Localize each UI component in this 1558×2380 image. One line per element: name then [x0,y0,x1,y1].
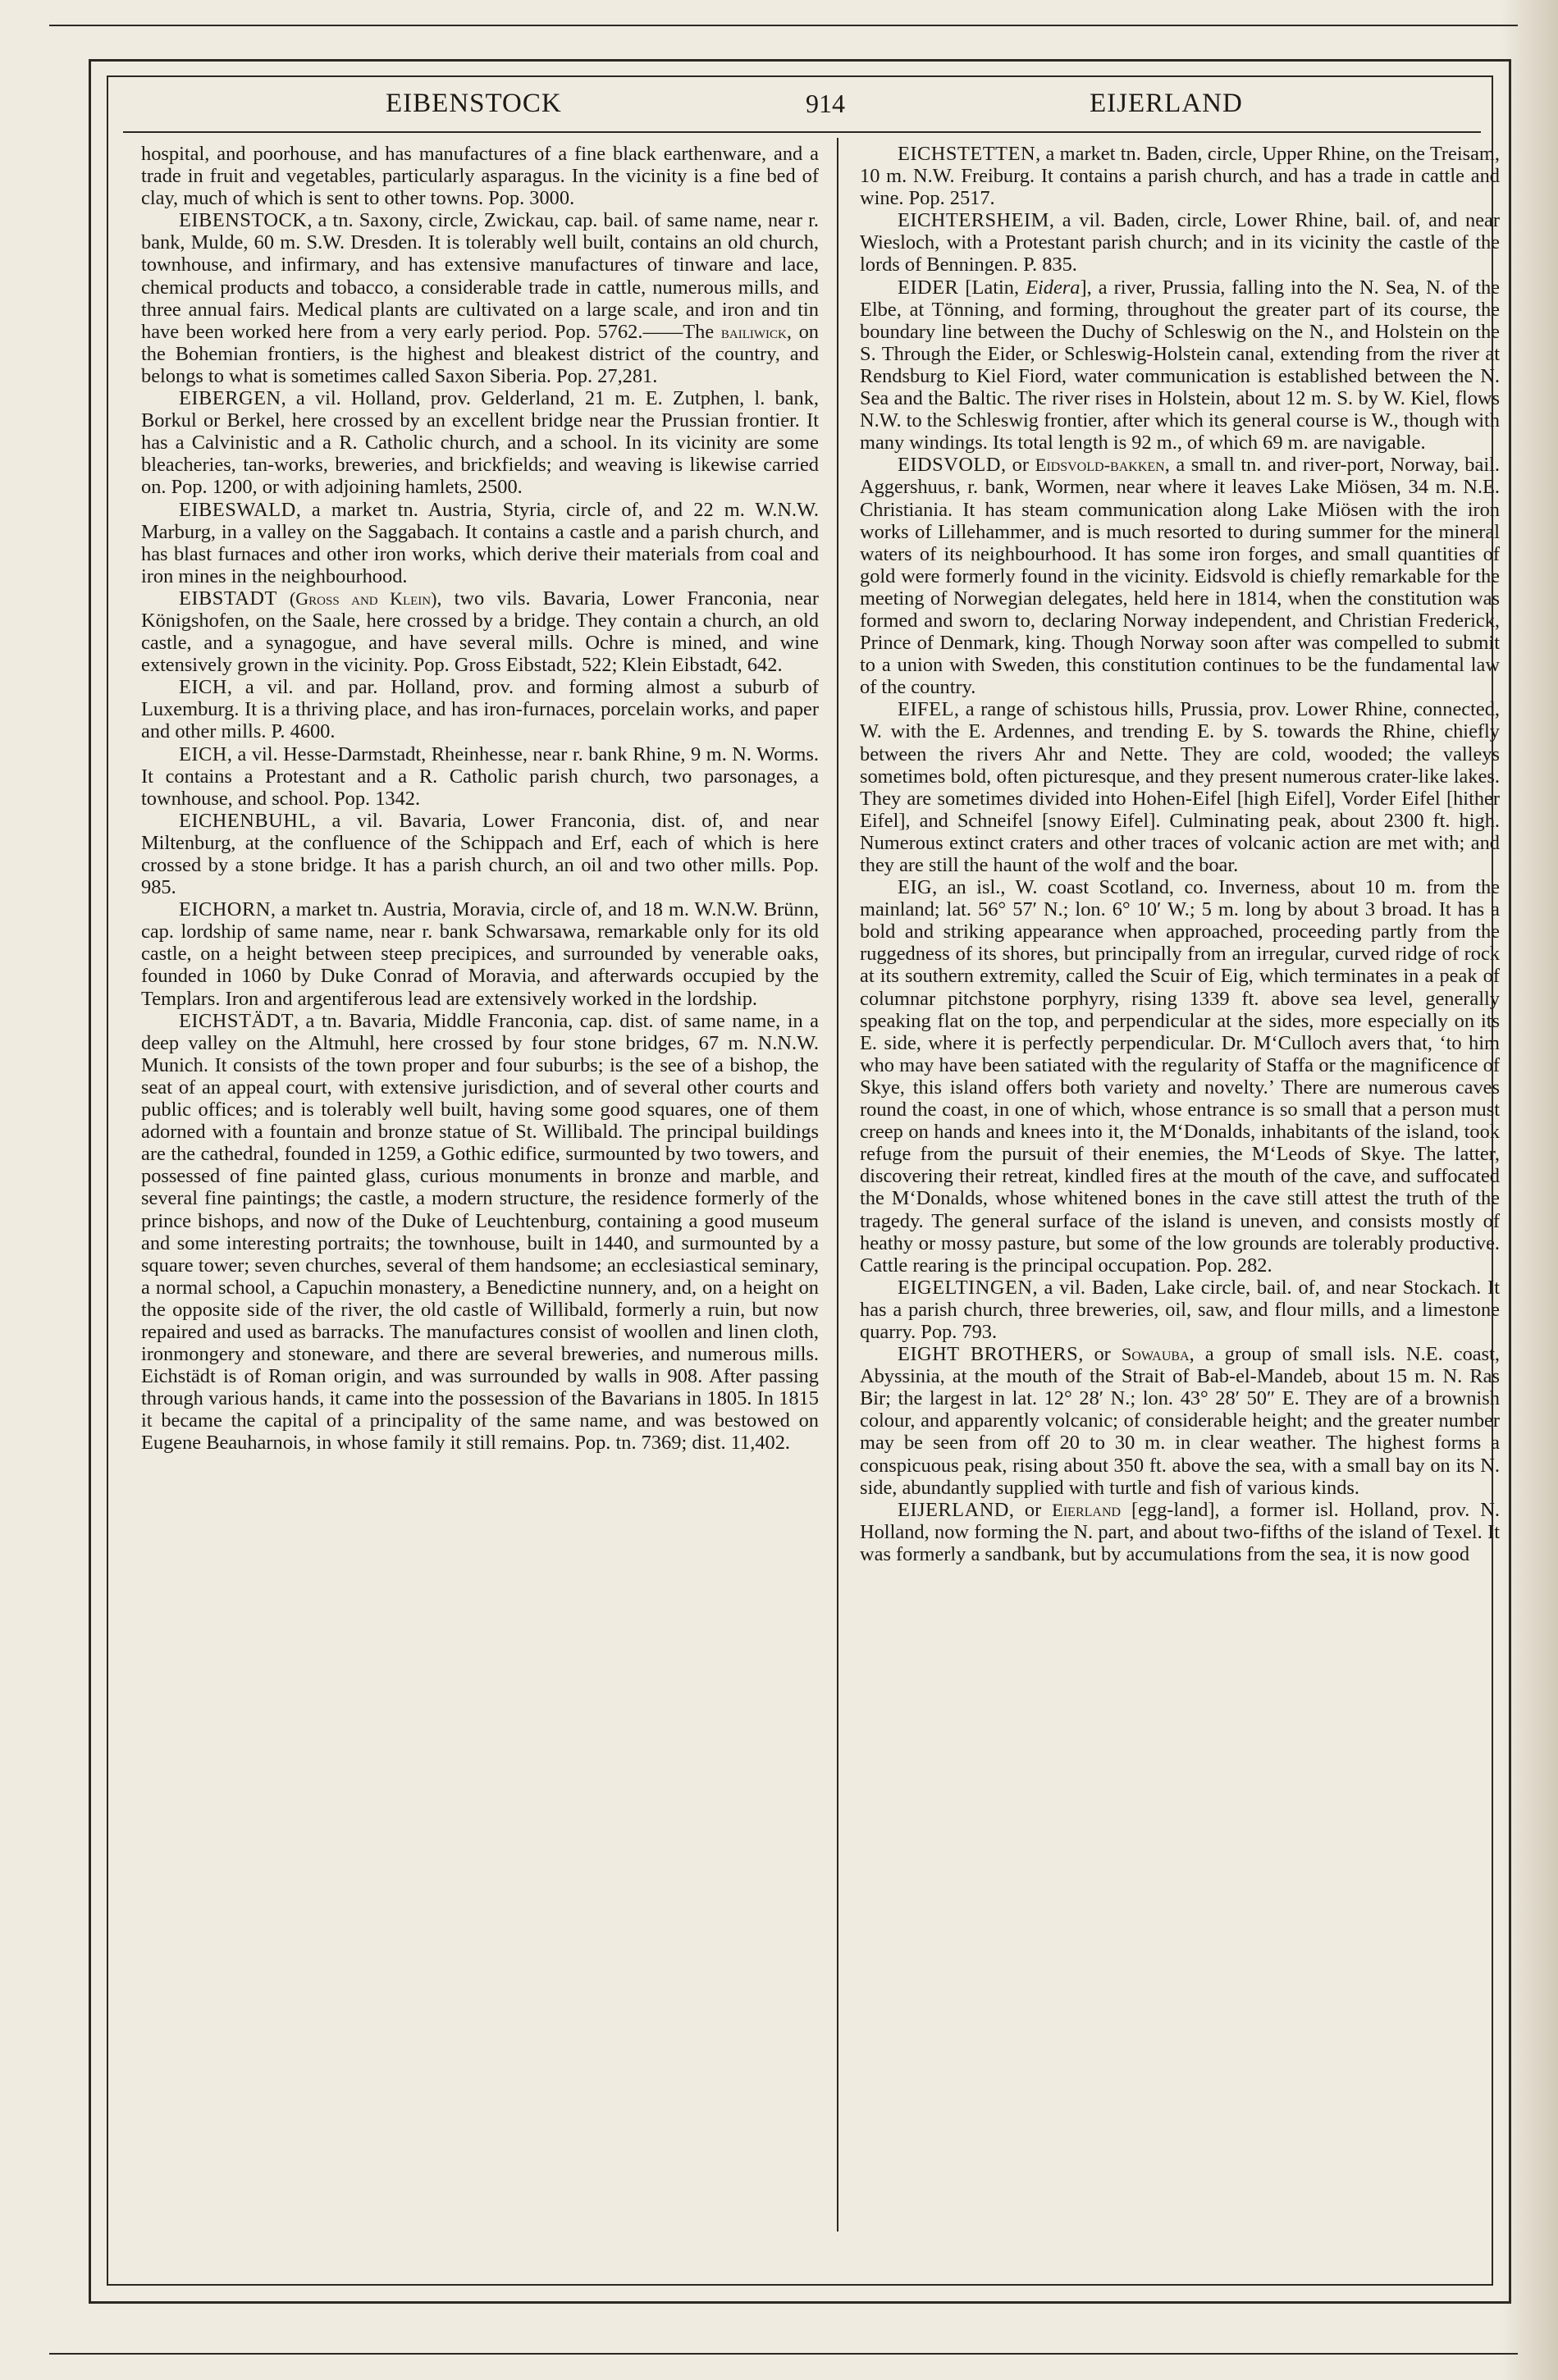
entry-text: , an isl., W. coast Scotland, co. Inverness, about 10 m. from the mainland; lat. 56° 57′ N.; lon. 6° 10′ W.; 5 m. long by about 3 broad. It has a bold and striking appearance when approached, proceeding partly from the ruggedness of its shores, but principally from an irregular, curved ridge of rock at its southern extremity, called the Scuir of Eig, which terminates in a peak of columnar pitchstone porphyry, rising 1339 ft. above sea level, generally speaking flat on the top, and perpendicular at the sides, more especially on its E. side, where it is perfectly perpendicular. Dr. M‘Culloch avers that, ‘to him who may have been satiated with the regularity of Staffa or the magnificence of Skye, this island offers both variety and novelty.’ There are numerous caves round the coast, in one of which, whose entrance is so small that a person must creep on hands and knees into it, the M‘Donalds, inhabitants of the island, took refuge from the pursuit of their enemies, the M‘Leods of Skye. The latter, discovering their retreat, kindled fires at the mouth of the cave, and suffocated the M‘Donalds, whose whitened bones in the cave still attest the truth of the tragedy. The general surface of the island is uneven, and consists mostly of heathy or mossy pasture, but some of the low grounds are tolerably productive. Cattle rearing is the principal occupation. Pop. 282. [860,876,1500,1277]
entry-text: , on the Bohemian frontiers, is the highest and bleakest district of the country, and belongs to what is sometimes called Saxon Siberia. Pop. 27,281. [141,320,819,387]
entry-eichstetten [860,143,1500,209]
entry-eibenstock [141,209,819,387]
entry-text: , a market tn. Baden, circle, Upper Rhine, on the Treisam, 10 m. N.W. Freiburg. It contains a parish church, and has a trade in cattle and wine. Pop. 2517. [860,143,1500,210]
entry-eibstadt [141,587,819,676]
page-edge-shadow [1501,0,1558,2380]
entry-headword: EICHSTÄDT [179,1009,294,1032]
entry-text: , a vil. Hesse-Darmstadt, Rheinhesse, near r. bank Rhine, 9 m. N. Worms. It contains a Protestant and a R. Catholic parish church, two parsonages, a townhouse, and school. Pop. 1342. [141,742,819,810]
running-header [123,89,1477,126]
entry-headword: EIBSTADT [179,587,277,610]
entry-text: , a market tn. Austria, Styria, circle of, and 22 m. W.N.W. Marburg, in a valley on the Saggabach. It contains a castle and a parish church, and has blast furnaces and other iron works, which derive their materials from coal and iron mines in the neighbourhood. [141,498,819,587]
entry-eidsvold [860,454,1500,698]
entry-text: , a range of schistous hills, Prussia, prov. Lower Rhine, connected, W. with the E. Ardennes, and trending E. by S. towards the Rhine, chiefly between the rivers Ahr and Nette. They are cold, wooded; the valleys sometimes bold, often picturesque, and they present numerous crater-like lakes. They are sometimes divided into Hohen-Eifel [high Eifel], Vorder Eifel [hither Eifel], and Schneifel [snowy Eifel]. Culminating peak, about 2300 ft. high. Numerous extinct craters and other traces of volcanic action are met with; and they are still the haunt of the wolf and the boar. [860,698,1500,876]
entry-text: , a vil. and par. Holland, prov. and forming almost a suburb of Luxemburg. It is a thriving place, and has iron-furnaces, porcelain works, and paper and other mills. P. 4600. [141,676,819,743]
entry-text: , two vils. Bavaria, Lower Franconia, near Königshofen, on the Saale, here crossed by a bridge. They contain a church, an old castle, and a synagogue, and have several mills. Ochre is mined, and wine extensively grown in the vicinity. Pop. Gross Eibstadt, 522; Klein Eibstadt, 642. [141,587,819,677]
entry-headword: EIDER [898,276,959,299]
entry-text: , a vil. Holland, prov. Gelderland, 21 m. E. Zutphen, l. bank, Borkul or Berkel, here crossed by an excellent bridge near the Prussian frontier. It has a Calvinistic and a R. Catholic church, and a school. In its vicinity are some bleacheries, tan-works, breweries, and brickfields; and weaving is likewise carried on. Pop. 1200, or with adjoining hamlets, 2500. [141,387,819,499]
entry-headword: EIGHT BROTHERS [898,1343,1079,1366]
entry-eichorn [141,898,819,1009]
entry-eichtersheim [860,209,1500,276]
entry-headword: EIBENSTOCK [179,209,308,232]
page-number: 914 [806,89,845,118]
top-rule [49,25,1518,26]
entry-headword: EIBESWALD [179,498,296,521]
entry-headword: EICH [179,676,227,699]
entry-headword: EICHTERSHEIM [898,209,1049,232]
entry-headword: EIBERGEN [179,387,281,410]
entry-text: , or [1078,1343,1122,1366]
entry-text: , a market tn. Austria, Moravia, circle of, and 18 m. W.N.W. Brünn, cap. lordship of same name, near r. bank Schwarsawa, remarkable only for its old castle, on a height between steep precipices, and surrounded by venerable oaks, founded in 1060 by Duke Conrad of Moravia, and afterwards occupied by the Templars. Iron and argentiferous lead are extensively worked in the lordship. [141,898,819,1010]
entry-text: , or [1008,1498,1053,1521]
entry-headword: EIGELTINGEN [898,1276,1033,1299]
entry-headword: EIG [898,876,933,899]
entry-smallcaps: Eidsvold-bakken [1035,455,1165,476]
entry-text: , a group of small isls. N.E. coast, Abyssinia, at the mouth of the Strait of Bab-el-Mandeb, about 15 m. N. Ras Bir; the largest in lat. 12° 28′ N.; lon. 43° 28′ 50″ E. They are of a brownish colour, and apparently volcanic; of considerable height; and the greater number may be seen from off 20 to 30 m. in clear weather. The highest forms a conspicuous peak, rising about 350 ft. above the sea, with a small bay on its N. side, abundantly supplied with turtle and fish of various kinds. [860,1343,1500,1499]
entry-text: , a vil. Baden, Lake circle, bail. of, and near Stockach. It has a parish church, three breweries, oil, saw, and flour mills, and a limestone quarry. Pop. 793. [860,1276,1500,1343]
entry-smallcaps: (Gross and Klein) [290,587,437,609]
entry-text: , a vil. Baden, circle, Lower Rhine, bail. of, and near Wiesloch, with a Protestant parish church; and in its vicinity the castle of the lords of Benningen. P. 835. [860,209,1500,276]
bottom-rule [49,2353,1518,2355]
entry-headword: EIDSVOLD [898,454,1001,477]
entry-eibeswald [141,499,819,587]
entry-headword: EIFEL [898,698,954,721]
entry-headword: EICHORN [179,898,271,921]
entry-headword: EICHSTETTEN [898,143,1036,165]
entry-headword: EIJERLAND [898,1498,1009,1521]
entry-eider [860,276,1500,455]
entry-eijerland [860,1499,1500,1565]
header-rule [123,131,1481,133]
entry-headword: EICHENBUHL [179,809,311,832]
entry-eichenbuhl [141,810,819,898]
entry-headword: EICH [179,742,227,765]
entry-eifel [860,698,1500,876]
entry-smallcaps: Sowauba [1121,1344,1190,1365]
entry-italic: Eidera [1026,276,1081,299]
entry-text: , or [1000,454,1035,477]
entry-eich-hesse [141,743,819,810]
entry-text: , a tn. Bavaria, Middle Franconia, cap. dist. of same name, in a deep valley on the Altmuhl, here crossed by four stone bridges, 67 m. N.N.W. Munich. It consists of the town proper and four suburbs; is the see of a bishop, the seat of an appeal court, with extensive jurisdiction, and of several other courts and public offices; and is tolerably well built, having some good squares, one of them adorned with a fountain and bronze statue of St. Willibald. The principal buildings are the cathedral, founded in 1259, a Gothic edifice, surmounted by two towers, and possessed of fine painted glass, curious monuments in bronze and marble, and several fine paintings; the castle, a modern structure, the residence formerly of the prince bishops, and now of the Duke of Leuchtenburg, containing a good museum and some interesting portraits; the townhouse, built in 1440, and surmounted by a square tower; seven churches, several of them handsome; an ecclesiastical seminary, a normal school, a Capuchin monastery, a Benedictine nunnery, and, on a height on the opposite side of the river, the old castle of Willibald, formerly a ruin, but now repaired and used as barracks. The manufactures consist of woollen and linen cloth, ironmongery and stoneware, and there are several breweries, and numerous mills. Eichstädt is of Roman origin, and was surrounded by walls in 908. After passing through various hands, it came into the possession of the Bavarians in 1805. In 1815 it became the capital of a principality of the same name, and was bestowed on Eugene Beauharnois, in whose family it still remains. Pop. tn. 7369; dist. 11,402. [141,1009,819,1455]
left-column [141,143,819,2243]
entry-text: [Latin, [958,276,1026,299]
entry-text: [egg-land], a former isl. Holland, prov. N. Holland, now forming the N. part, and about two-fifths of the island of Texel. It was formerly a sandbank, but by accumulations from the sea, it is now good [860,1498,1500,1565]
entry-text: hospital, and poorhouse, and has manufactures of a fine black earthenware, and a trade in fruit and vegetables, particularly asparagus. In the vicinity is a fine bed of clay, much of which is sent to other towns. Pop. 3000. [141,143,819,210]
column-divider [837,138,838,2232]
entry-text: , a vil. Bavaria, Lower Franconia, dist. of, and near Miltenburg, at the confluence of the Schippach and Erf, each of which is here crossed by a stone bridge. It has a parish church, an oil and two other mills. Pop. 985. [141,809,819,899]
entry-text: ], a river, Prussia, falling into the N. Sea, N. of the Elbe, at Tönning, and forming, throughout the greater part of its course, the boundary line between the Duchy of Schleswig on the N., and Holstein on the S. Through the Eider, or Schleswig-Holstein canal, extending from the river at Rendsburg to Kiel Fiord, water communication is established between the N. Sea and the Baltic. The river rises in Holstein, about 12 m. S. by W. Kiel, flows N.W. to the Schleswig frontier, after which its general course is W., though with many windings. Its total length is 92 m., of which 69 m. are navigable. [860,276,1500,455]
header-left-word: EIBENSTOCK [386,89,562,118]
entry-eigeltingen [860,1277,1500,1343]
entry-eig [860,876,1500,1277]
entry-eichstadt [141,1010,819,1455]
entry-smallcaps: Eierland [1052,1499,1122,1520]
entry-text: , a small tn. and river-port, Norway, bail. Aggershuus, r. bank, Wormen, near where it leaves Lake Miösen, 34 m. N.E. Christiania. It has steam communication along Lake Miösen with the iron works of Lillehammer, and is much resorted to during summer for the mineral waters of its neighbourhood. It has some iron forges, and small quantities of gold were formerly found in the vicinity. Eidsvold is chiefly remarkable for the meeting of Norwegian delegates, held here in 1814, when the constitution was formed and sworn to, declaring Norway independent, and Christian Frederick, Prince of Denmark, king. Though Norway soon after was compelled to submit to a union with Sweden, this constitution continues to be the fundamental law of the country. [860,454,1500,699]
entry-text: , a tn. Saxony, circle, Zwickau, cap. bail. of same name, near r. bank, Mulde, 60 m. S.W. Dresden. It is tolerably well built, contains an old church, townhouse, and infirmary, and has extensive manufactures of tinware and lace, chemical products and tobacco, a considerable trade in cattle, numerous mills, and three annual fairs. Medical plants are cultivated on a large scale, and iron and tin have been worked here from a very early period. Pop. 5762.——The [141,209,819,343]
header-right-word: EIJERLAND [1090,89,1243,118]
entry-continuation [141,143,819,209]
right-column [860,143,1500,2243]
entry-eight-brothers [860,1343,1500,1499]
entry-eich-holland [141,676,819,742]
entry-smallcaps: bailiwick [720,321,787,342]
entry-eibergen [141,387,819,498]
